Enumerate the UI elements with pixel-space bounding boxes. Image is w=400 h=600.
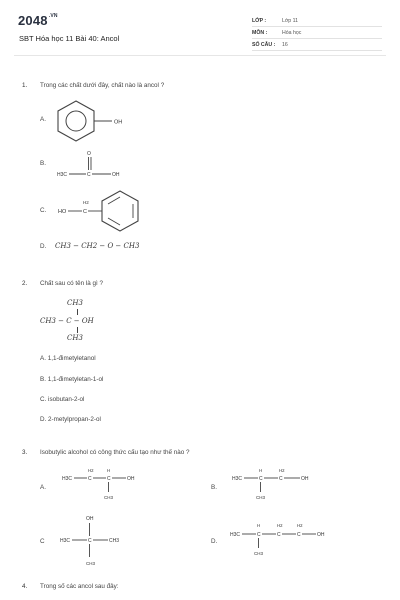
q1-text: Trong các chất dưới đây, chất nào là ancol ? xyxy=(40,82,165,89)
q1-a-oh: OH xyxy=(114,119,123,126)
q1-option-b-label[interactable]: B. xyxy=(40,160,46,167)
q2-option-b[interactable]: B. 1,1-đimetyletan-1-ol xyxy=(40,376,104,383)
meta-grade: LỚP : Lớp 11 xyxy=(252,15,382,27)
svg-text:H: H xyxy=(107,468,111,473)
svg-text:OH: OH xyxy=(112,172,120,178)
q3-number: 3. xyxy=(22,449,28,456)
svg-text:CH3: CH3 xyxy=(86,561,96,566)
svg-text:H3C: H3C xyxy=(57,172,68,178)
q3-option-b-structure xyxy=(230,464,330,504)
svg-text:OH: OH xyxy=(86,516,94,522)
svg-text:C: C xyxy=(279,476,283,482)
q1-option-a-label[interactable]: A. xyxy=(40,116,46,123)
q3-option-d-label[interactable]: D. xyxy=(211,538,218,545)
svg-text:OH: OH xyxy=(127,476,135,482)
svg-text:C: C xyxy=(88,476,92,482)
svg-text:CH3: CH3 xyxy=(256,495,266,500)
svg-text:CH3: CH3 xyxy=(104,495,114,500)
svg-text:H2: H2 xyxy=(279,468,285,473)
document-meta xyxy=(252,15,382,51)
q2-structure: CH3 CH3 − C − OH CH3 xyxy=(40,299,94,342)
q3-option-a-structure xyxy=(60,464,150,504)
q3-option-c-structure xyxy=(58,510,148,574)
svg-text:H2: H2 xyxy=(83,200,89,205)
q2-text: Chất sau có tên là gì ? xyxy=(40,280,104,287)
svg-text:C: C xyxy=(88,538,92,544)
q1-number: 1. xyxy=(22,82,28,89)
q3-option-a-label[interactable]: A. xyxy=(40,484,46,491)
meta-count: SỐ CÂU : 16 xyxy=(252,39,382,51)
svg-text:O: O xyxy=(87,151,91,157)
q3-option-b-label[interactable]: B. xyxy=(211,484,217,491)
q3-option-d-structure xyxy=(228,514,348,564)
svg-text:H: H xyxy=(259,468,263,473)
q1-option-b-structure xyxy=(55,147,135,183)
svg-text:H2: H2 xyxy=(88,468,94,473)
q1-option-c-structure xyxy=(56,188,156,232)
q1-option-d-formula: CH3 − CH2 − O − CH3 xyxy=(55,242,140,250)
svg-text:OH: OH xyxy=(301,476,309,482)
q2-option-c[interactable]: C. isobutan-2-ol xyxy=(40,396,85,403)
svg-text:H3C: H3C xyxy=(230,532,241,538)
q2-number: 2. xyxy=(22,280,28,287)
q3-option-c-label[interactable]: C xyxy=(40,538,45,545)
svg-text:C: C xyxy=(257,532,261,538)
svg-text:OH: OH xyxy=(317,532,325,538)
svg-text:H3C: H3C xyxy=(232,476,243,482)
svg-text:H2: H2 xyxy=(277,523,283,528)
q1-option-a-structure xyxy=(52,97,142,143)
svg-text:C: C xyxy=(297,532,301,538)
q4-text: Trong số các ancol sau đây: xyxy=(40,583,119,590)
header-divider xyxy=(14,55,386,56)
q3-text: Isobutylic alcohol có công thức cấu tạo như thế nào ? xyxy=(40,449,190,456)
svg-text:CH3: CH3 xyxy=(254,551,264,556)
q2-option-d[interactable]: D. 2-metylpropan-2-ol xyxy=(40,416,101,423)
q2-option-a[interactable]: A. 1,1-đimetyletanol xyxy=(40,355,96,362)
svg-text:C: C xyxy=(277,532,281,538)
q1-option-d-label[interactable]: D. xyxy=(40,243,47,250)
meta-subject: MÔN : Hóa học xyxy=(252,27,382,39)
svg-text:H3C: H3C xyxy=(60,538,71,544)
svg-text:C: C xyxy=(83,209,87,215)
svg-text:HO: HO xyxy=(58,209,67,215)
svg-text:H3C: H3C xyxy=(62,476,73,482)
svg-text:C: C xyxy=(87,172,91,178)
q1-option-c-label[interactable]: C. xyxy=(40,207,47,214)
svg-text:C: C xyxy=(107,476,111,482)
svg-text:H2: H2 xyxy=(297,523,303,528)
svg-text:H: H xyxy=(257,523,261,528)
q4-number: 4. xyxy=(22,583,28,590)
svg-text:C: C xyxy=(259,476,263,482)
document-title: SBT Hóa học 11 Bài 40: Ancol xyxy=(19,34,120,43)
site-logo[interactable]: $2048^{.VN}$ xyxy=(18,13,58,28)
svg-text:CH3: CH3 xyxy=(109,538,120,544)
